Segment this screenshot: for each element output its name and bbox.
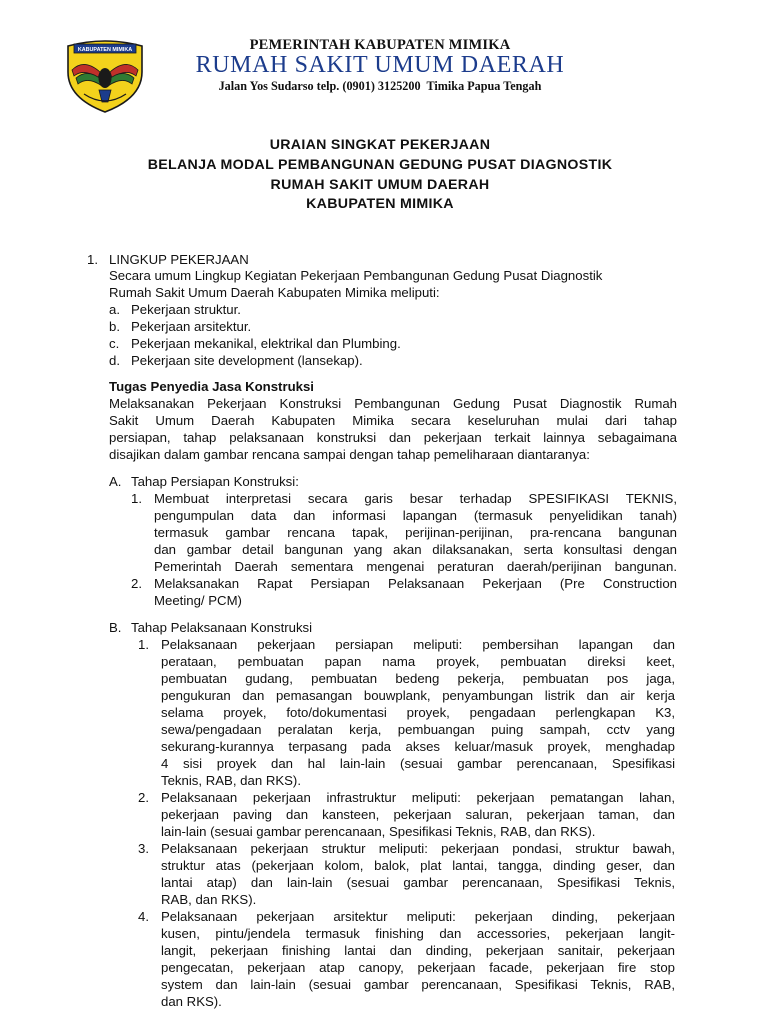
item-line: RAB, dan RKS).	[161, 892, 257, 907]
item-line: Pelaksanaan pekerjaan persiapan meliputi: pembersihan lapangan dan	[161, 637, 675, 652]
item-line: struktur atas (pekerjaan kolom, balok, plat lantai, tangga, dinding geser, dan	[161, 858, 675, 873]
item-line: kusen, pintu/jendela termasuk finishing dan accessories, pekerjaan langit-	[161, 926, 675, 941]
section-heading: LINGKUP PEKERJAAN	[109, 252, 249, 267]
item-line: termasuk gambar rencana tapak, perijinan-perijinan, pra-rencana bangunan	[154, 525, 677, 540]
item-line: sewa/pengadaan peralatan kerja, pembuangan puing sampah, cctv yang	[161, 722, 675, 737]
paragraph-line: Sakit Umum Daerah Kabupaten Mimika secara keseluruhan mulai dari tahap	[109, 413, 677, 428]
item-number: 3.	[138, 841, 149, 856]
stage-marker: A.	[109, 474, 122, 489]
list-item: Pekerjaan mekanikal, elektrikal dan Plumbing.	[131, 336, 401, 351]
item-number: 4.	[138, 909, 149, 924]
item-line: Pelaksanaan pekerjaan struktur meliputi: pekerjaan pondasi, struktur bawah,	[161, 841, 675, 856]
paragraph-line: Melaksanakan Pekerjaan Konstruksi Pembangunan Gedung Pusat Diagnostik Rumah	[109, 396, 677, 411]
item-number: 2.	[138, 790, 149, 805]
item-line: 4 sisi proyek dan hal lain-lain (sesuai gambar perencanaan, Spesifikasi	[161, 756, 675, 771]
stage-heading: Tahap Persiapan Konstruksi:	[131, 474, 299, 489]
item-line: pembuatan gudang, pembuatan bedeng pekerja, pembuatan pos jaga,	[161, 671, 675, 686]
list-item: Pekerjaan struktur.	[131, 302, 241, 317]
paragraph-line: disajikan dalam gambar rencana sampai dengan tahap pemeliharaan diantaranya:	[109, 447, 590, 462]
item-line: pengecatan, pekerjaan atap canopy, pekerjaan facade, pekerjaan fire stop	[161, 960, 675, 975]
stage-marker: B.	[109, 620, 122, 635]
section-intro-line: Rumah Sakit Umum Daerah Kabupaten Mimika meliputi:	[109, 285, 440, 300]
section-intro-line: Secara umum Lingkup Kegiatan Pekerjaan Pembangunan Gedung Pusat Diagnostik	[109, 268, 603, 283]
list-marker: a.	[109, 302, 120, 317]
item-line: sekurang-kurannya terpasang pada akses keluar/masuk proyek, menghadap	[161, 739, 675, 754]
stage-heading: Tahap Pelaksanaan Konstruksi	[131, 620, 313, 635]
title-line-1: URAIAN SINGKAT PEKERJAAN	[269, 137, 491, 153]
item-line: langit, pekerjaan finishing lantai dan dinding, pekerjaan sanitair, pekerjaan	[161, 943, 675, 958]
logo-text: KABUPATEN MIMIKA	[77, 47, 133, 53]
item-line: lantai atap) dan lain-lain (sesuai gambar perencanaan, Spesifikasi Teknis,	[161, 875, 675, 890]
list-marker: d.	[109, 353, 120, 368]
item-line: Pemerintah Daerah sementara mengenai peraturan daerah/perijinan bangunan.	[154, 559, 677, 574]
hospital-name: RUMAH SAKIT UMUM DAERAH	[195, 52, 565, 78]
item-line: selama proyek, foto/dokumentasi proyek, pengadaan perlengkapan K3,	[161, 705, 675, 720]
list-marker: c.	[109, 336, 120, 351]
item-number: 2.	[131, 576, 142, 591]
paragraph-line: persiapan, tahap pelaksanaan konstruksi dan pekerjaan terkait lainnya sebagaimana	[109, 430, 677, 445]
item-number: 1.	[131, 491, 142, 506]
subsection-heading: Tugas Penyedia Jasa Konstruksi	[109, 379, 314, 394]
item-line: dan gambar detail bangunan yang akan dilaksanakan, serta konsultasi dengan	[154, 542, 677, 557]
item-line: Teknis, RAB, dan RKS).	[161, 773, 301, 788]
item-line: Pelaksanaan pekerjaan arsitektur meliputi: pekerjaan dinding, pekerjaan	[161, 909, 675, 924]
title-line-2: BELANJA MODAL PEMBANGUNAN GEDUNG PUSAT DIAGNOSTIK	[147, 157, 613, 173]
item-line: lain-lain (sesuai gambar perencanaan, Spesifikasi Teknis, RAB, dan RKS).	[161, 824, 596, 839]
item-line: Membuat interpretasi secara garis besar terhadap SPESIFIKASI TEKNIS,	[154, 491, 677, 506]
item-line: pengukuran dan pemasangan bouwplank, penyambungan listrik dan air kerja	[161, 688, 675, 703]
list-item: Pekerjaan site development (lansekap).	[131, 353, 363, 368]
section-number: 1.	[87, 252, 98, 267]
item-line: pengumpulan data dan informasi lapangan (termasuk penyelidikan tanah)	[154, 508, 677, 523]
item-line: perataan, pembuatan papan nama proyek, pembuatan direksi keet,	[161, 654, 675, 669]
title-line-3: RUMAH SAKIT UMUM DAERAH	[270, 177, 490, 193]
item-line: Meeting/ PCM)	[154, 593, 242, 608]
item-line: Pelaksanaan pekerjaan infrastruktur meliputi: pekerjaan pematangan lahan,	[161, 790, 675, 805]
item-line: pekerjaan paving dan kansteen, pekerjaan saluran, pekerjaan taman, dan	[161, 807, 675, 822]
item-line: Melaksanakan Rapat Persiapan Pelaksanaan Pekerjaan (Pre Construction	[154, 576, 677, 591]
list-marker: b.	[109, 319, 120, 334]
item-line: dan RKS).	[161, 994, 222, 1009]
hospital-address: Jalan Yos Sudarso telp. (0901) 3125200 Timika Papua Tengah	[218, 79, 542, 93]
list-item: Pekerjaan arsitektur.	[131, 319, 252, 334]
title-line-4: KABUPATEN MIMIKA	[306, 196, 454, 212]
item-line: system dan lain-lain (sesuai gambar perencanaan, Spesifikasi Teknis, RAB,	[161, 977, 675, 992]
kabupaten-mimika-logo-icon	[62, 38, 148, 114]
item-number: 1.	[138, 637, 149, 652]
government-name: PEMERINTAH KABUPATEN MIMIKA	[249, 37, 511, 53]
